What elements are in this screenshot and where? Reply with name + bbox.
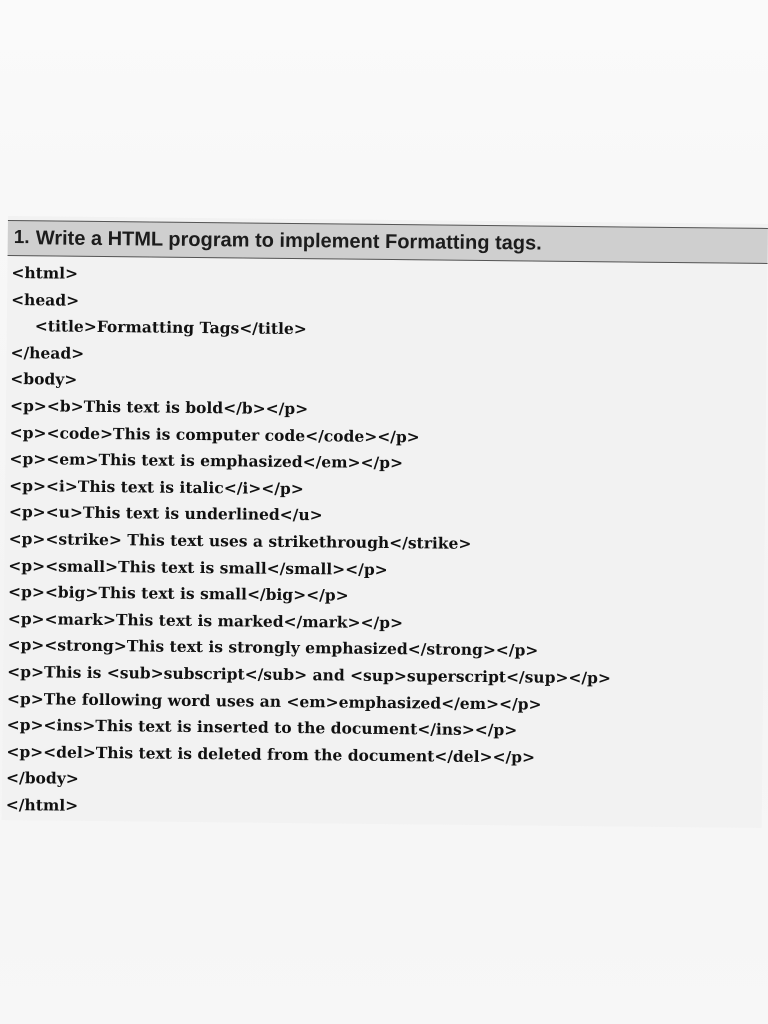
code-line: <p><strike> This text uses a strikethrough</strike>	[8, 528, 472, 553]
code-line: <title>Formatting Tags</title>	[34, 316, 307, 339]
question-number: 1.	[13, 227, 30, 249]
code-line: </body>	[6, 768, 79, 789]
question-heading	[8, 220, 768, 264]
code-line: <head>	[11, 289, 80, 310]
code-line: <body>	[10, 369, 78, 390]
code-line: <p><u>This text is underlined</u>	[8, 502, 323, 525]
question-title: Write a HTML program to implement Formatting tags.	[35, 226, 542, 255]
code-line: </html>	[5, 794, 79, 815]
code-line: <p>The following word uses an <em>emphasized</em></p>	[6, 688, 542, 714]
code-listing	[6, 260, 752, 826]
code-line: <p><big>This text is small</big></p>	[7, 582, 349, 605]
code-line: <p><em>This text is emphasized</em></p>	[9, 449, 404, 473]
code-line: <p>This is <sub>subscript</sub> and <sup>superscript</sup></p>	[7, 661, 612, 688]
code-line: <p><mark>This text is marked</mark></p>	[7, 608, 404, 632]
code-line: </head>	[10, 342, 85, 363]
code-line: <p><ins>This text is inserted to the document</ins></p>	[6, 715, 518, 740]
code-line: <p><i>This text is italic</i></p>	[9, 475, 304, 498]
code-line: <p><strong>This text is strongly emphasized</strong></p>	[7, 635, 539, 660]
code-line: <p><b>This text is bold</b></p>	[9, 396, 309, 419]
code-line: <p><code>This is computer code</code></p>	[9, 422, 420, 446]
printed-sheet	[2, 216, 768, 828]
code-line: <p><small>This text is small</small></p>	[8, 555, 388, 579]
code-line: <html>	[11, 263, 79, 283]
code-line: <p><del>This text is deleted from the document</del></p>	[6, 741, 536, 767]
